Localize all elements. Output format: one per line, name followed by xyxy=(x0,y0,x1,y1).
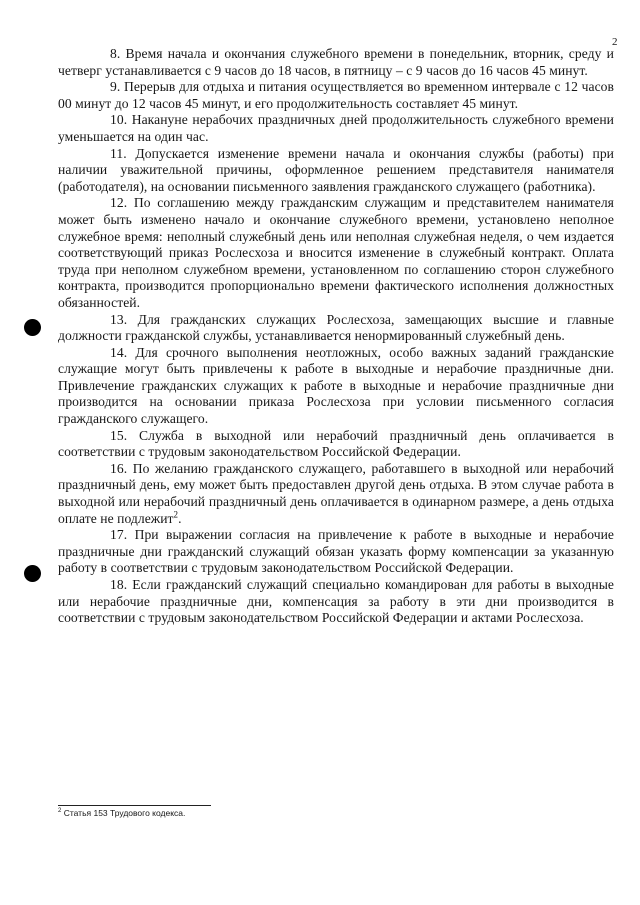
paragraph-18: 18. Если гражданский служащий специально командирован для работы в выходные или нерабочие праздничные дни, компенсация за работу в эти дни производится в соответствии с трудовым законодательством Российской Федерации и актами Рослесхоза. xyxy=(58,577,614,626)
footnote-text: Статья 153 Трудового кодекса. xyxy=(61,808,186,818)
paragraph-10: 10. Накануне нерабочих праздничных дней продолжительность служебного времени уменьшается на один час. xyxy=(58,112,614,144)
paragraph-12: 12. По соглашению между гражданским служащим и представителем нанимателя может быть изменено начало и окончание служебного времени, установлено неполное служебное время: неполный служебный день или неполная служебная неделя, о чем издается соответствующий приказ Рослесхоза и вносится изменение в служебный контракт. Оплата труда при неполном служебном времени, установленном по соглашению сторон служебного контракта, производится пропорционально времени фактического исполнения должностных обязанностей. xyxy=(58,195,614,310)
page-number: 2 xyxy=(612,36,618,48)
punch-hole-lower xyxy=(24,565,41,582)
paragraph-11: 11. Допускается изменение времени начала и окончания службы (работы) при наличии уважительной причины, оформленное решением представителя нанимателя (работодателя), на основании письменного заявления гражданского служащего (работника). xyxy=(58,145,614,194)
paragraph-15: 15. Служба в выходной или нерабочий праздничный день оплачивается в соответствии с трудовым законодательством Российской Федерации. xyxy=(58,427,614,460)
paragraph-9: 9. Перерыв для отдыха и питания осуществляется во временном интервале с 12 часов 00 минут до 12 часов 45 минут, и его продолжительность составляет 45 минут. xyxy=(58,79,614,111)
footnote-separator xyxy=(58,805,211,806)
document-body xyxy=(58,46,614,627)
footnote xyxy=(58,808,185,819)
paragraph-14: 14. Для срочного выполнения неотложных, особо важных заданий гражданские служащие могут быть привлечены к работе в выходные и нерабочие праздничные дни. Привлечение гражданских служащих к работе в выходные и нерабочие праздничные дни производится на основании приказа Рослесхоза при условии письменного согласия гражданского служащего. xyxy=(58,344,614,427)
paragraph-16: 16. По желанию гражданского служащего, работавшего в выходной или нерабочий праздничный день, ему может быть предоставлен другой день отдыха. В этом случае работа в выходной или нерабочий праздничный день оплачивается в одинарном размере, а день отдыха оплате не подлежит$^2$. xyxy=(58,460,614,526)
punch-hole-upper xyxy=(24,319,41,336)
footnote-reference: 2 xyxy=(173,509,179,520)
paragraph-17: 17. При выражении согласия на привлечение к работе в выходные и нерабочие праздничные дни гражданский служащий обязан указать форму компенсации за указанную работу в соответствии с трудовым законодательством Российской Федерации. xyxy=(58,527,614,576)
paragraph-13: 13. Для гражданских служащих Рослесхоза, замещающих высшие и главные должности гражданской службы, устанавливается ненормированный служебный день. xyxy=(58,311,614,344)
paragraph-8: 8. Время начала и окончания служебного времени в понедельник, вторник, среду и четверг устанавливается с 9 часов до 18 часов, в пятницу – с 9 часов до 16 часов 45 минут. xyxy=(58,46,614,78)
footnote-mark: 2 xyxy=(58,808,62,815)
